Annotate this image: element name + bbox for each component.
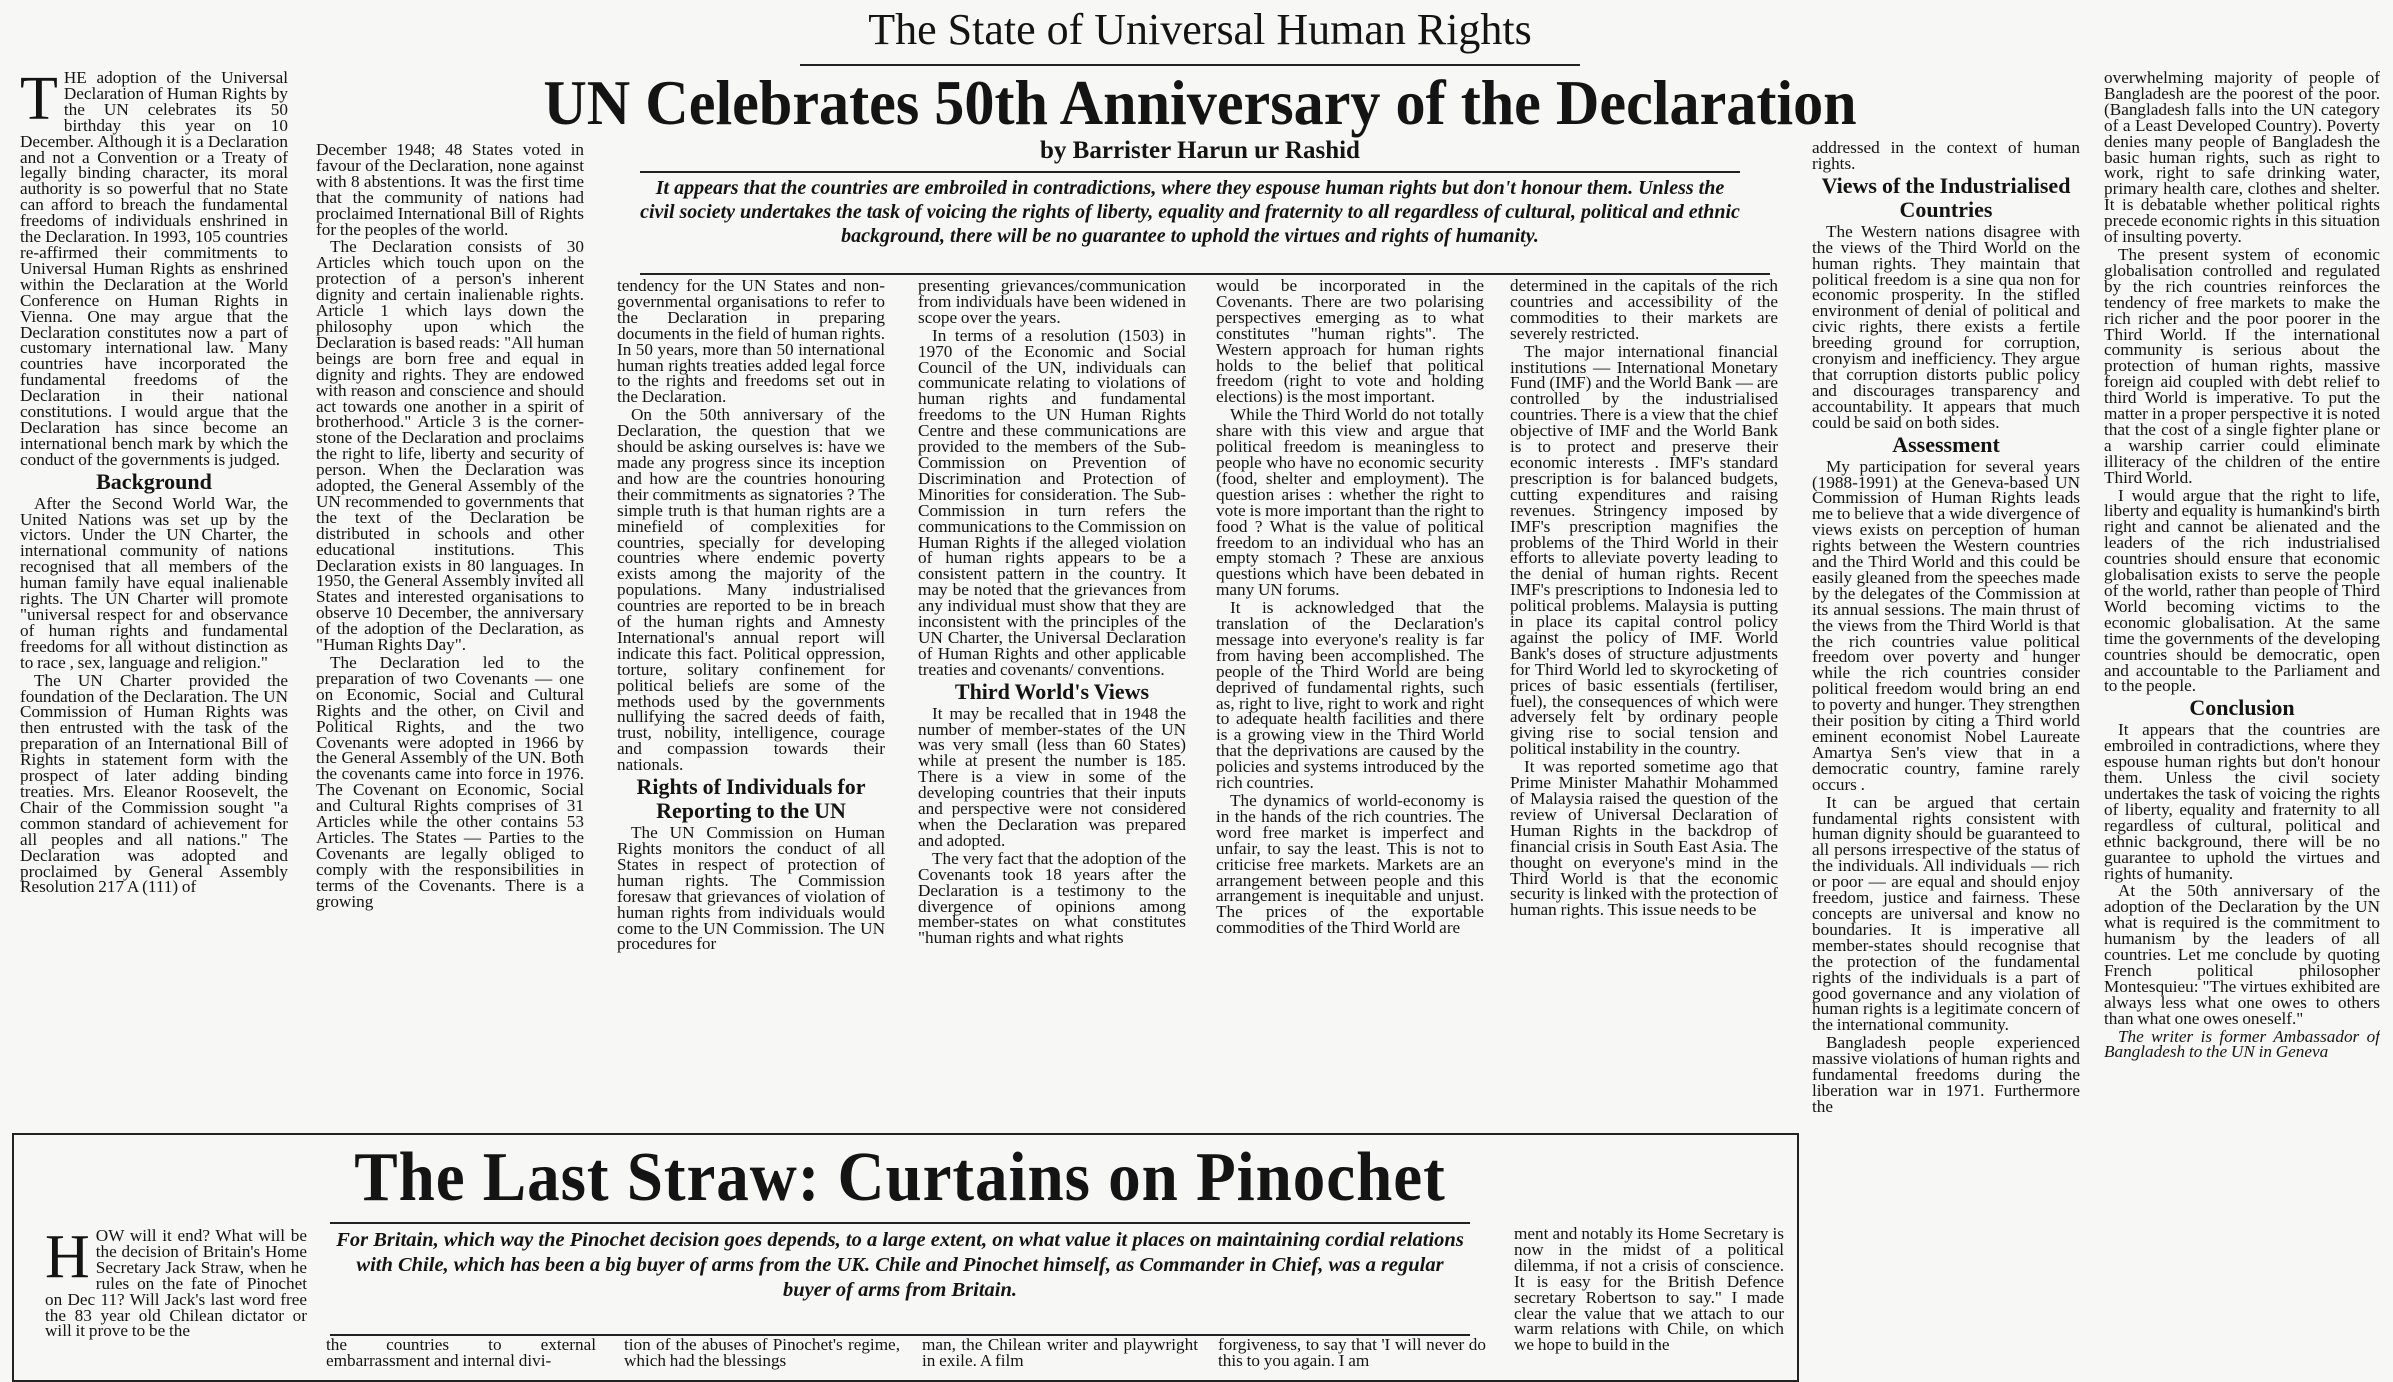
paragraph: would be incorporated in the Covenants. There are two polarising perspectives emerging as to what constitutes "human rights". The Western approach for human rights holds to the belief that political freedom (right to vote and holding elections) is the most important. — [1216, 278, 1484, 407]
author-note: The writer is former Ambassador of Bangladesh to the UN in Geneva — [2104, 1026, 2380, 1062]
section-title: The State of Universal Human Rights — [868, 5, 1532, 54]
standfirst-top-rule — [640, 171, 1740, 173]
paragraph: addressed in the context of human rights. — [1812, 140, 2080, 173]
drop-cap: T — [20, 70, 58, 133]
paragraph: The major international financial institutions — International Monetary Fund (IMF) and the World Bank — are controlled by the industrialised countries. There is a view that the chief objective of IMF and the World Bank is to protect and preserve their economic interests . IMF's standard prescription is for balanced budgets, cutting expenditures and raising revenues. Stringency imposed by IMF's prescription magnifies the problems of the Third World in their efforts to alleviate poverty leading to the denial of human rights. Recent IMF's prescriptions to Indonesia led to political problems. Malaysia is putting in place its capital control policy against the policy of IMF. World Bank's doses of structure adjustments for Third World led to skyrocketing of prices of basic essentials (fertiliser, fuel), the consequences of which were adversely felt by ordinary people giving rise to social tension and political instability in the country. — [1510, 341, 1778, 759]
paragraph: At the 50th anniversary of the adoption of the Declaration by the UN what is required is the commitment to humanism by the leaders of all countries. Let me conclude by quoting French political philosopher Montesquieu: "The virtues exhibited are always less what one owes to others than what one owes oneself." — [2104, 881, 2380, 1028]
article-column-4 — [918, 278, 1186, 1128]
pinochet-column-3 — [624, 1337, 900, 1372]
pinochet-column-4 — [922, 1337, 1198, 1372]
standfirst-bottom-rule — [640, 273, 1770, 275]
paragraph: the countries to external embarrassment and internal divi- — [326, 1337, 596, 1370]
paragraph: forgiveness, to say that 'I will never do this to you again. I am — [1218, 1337, 1486, 1370]
article-column-6 — [1510, 278, 1778, 1128]
paragraph: It is acknowledged that the translation of the Declaration's message into everyone's reality is far from having been accomplished. The people of the Third World are being deprived of fundamental rights, such as, right to live, right to work and right to adequate health facilities and there is a growing view in the Third World that the deprivations are caused by the policies and systems introduced by the rich countries. — [1216, 598, 1484, 793]
byline: by Barrister Harun ur Rashid — [1040, 137, 1360, 164]
paragraph: While the Third World do not totally share with this view and argue that political freedom is meaningless to people who have no economic security (food, shelter and employment). The question arises : whether the right to vote is more important than the right to food ? What is the value of political freedom to an individual who has an empty stomach ? These are anxious questions which have been debated in many UN forums. — [1216, 405, 1484, 600]
paragraph: In terms of a resolution (1503) in 1970 of the Economic and Social Council of the UN, individuals can communicate relating to violations of human rights and fundamental freedoms to the UN Human Rights Centre and these communications are provided to the members of the Sub-Commission on Prevention of Discrimination and Protection of Minorities for consideration. The Sub-Commission in turn refers the communications to the Commission on Human Rights if the alleged violation of human rights appears to be a consistent pattern in the country. It may be noted that the grievances from any individual must show that they are inconsistent with the principles of the UN Charter, the Universal Declaration of Human Rights and other applicable treaties and covenants/ conventions. — [918, 325, 1186, 679]
drop-cap: H — [45, 1228, 90, 1291]
article-column-1 — [20, 70, 288, 1128]
paragraph: I would argue that the right to life, liberty and equality is humankind's birth right and cannot be alienated and the leaders of the rich industrialised countries should ensure that economic globalisation exists to serve the people of the world, rather than people of Third World becoming victims to the economic globalisation. At the same time the governments of the developing countries should be democratic, open and accountable to the Parliament and to the people. — [2104, 485, 2380, 696]
pinochet-standfirst: For Britain, which way the Pinochet decision goes depends, to a large extent, on what value it places on maintaining cordial relations with Chile, which has been a big buyer of arms from the UK. Chile and Pinochet himself, as Commander in Chief, was a regular buyer of arms from Britain. — [336, 1229, 1464, 1301]
paragraph: The dynamics of world-economy is in the hands of the rich countries. The word free market is imperfect and unfair, to say the least. This is not to criticise free markets. Markets are an arrangement between people and this arrangement is inequitable and unjust. The prices of the exportable commodities of the Third World are — [1216, 791, 1484, 938]
article-column-2 — [316, 142, 584, 1128]
paragraph: It may be recalled that in 1948 the number of member-states of the UN was very small (less than 60 States) while at present the number is 185. There is a view in some of the developing countries that their inputs and perspective were not considered when the Declaration was prepared and adopted. — [918, 703, 1186, 850]
paragraph-text: HE adoption of the Universal Declaration of Human Rights by the UN celebrates its 50 birthday this year on 10 December. Although it is a Declaration and not a Convention or a Treaty of legally binding character, its moral authority is so powerful that no State can afford to breach the fundamental freedoms of individuals enshrined in the Declaration. In 1993, 105 countries re-affirmed their commitments to Universal Human Rights as enshrined within the Declaration at the World Conference on Human Rights in Vienna. One may argue that the Declaration constitutes now a part of customary international law. Many countries have incorporated the fundamental freedoms of the Declaration in their national constitutions. I would argue that the Declaration has since become an international bench mark by which the conduct of the governments is judged. — [20, 70, 288, 469]
subheading-assessment: Assessment — [1892, 431, 2000, 457]
subheading-rights: Rights of Individuals for Reporting to the UN — [636, 774, 866, 824]
paragraph: The UN Charter provided the foundation of the Declaration. The UN Commission of Human Rights was then entrusted with the task of the preparation of an International Bill of Rights in statement form with the prospect of later adding binding treaties. Mrs. Eleanor Roosevelt, the Chair of the Commission sought "a common standard of achievement for all peoples and all nations." The Declaration was adopted and proclaimed by General Assembly Resolution 217 A (111) of — [20, 670, 288, 897]
paragraph: The Declaration led to the preparation of two Covenants — one on Economic, Social and Cultural Rights and the other, on Civil and Political Rights, and the two Covenants were adopted in 1966 by the General Assembly of the UN. Both the covenants came into force in 1976. The Covenant on Economic, Social and Cultural Rights comprises of 31 Articles while the other contains 53 Articles. The States — Parties to the Covenants are legally obliged to comply with the responsibilities in terms of the Covenants. There is a growing — [316, 653, 584, 911]
pinochet-column-1 — [45, 1228, 307, 1372]
pinochet-column-5 — [1218, 1337, 1486, 1372]
paragraph: It can be argued that certain fundamental rights consistent with human dignity should be guaranteed to all persons irrespective of the status of the individuals. All individuals — rich or poor — are equal and should enjoy freedom, justice and fairness. These concepts are universal and know no boundaries. It is imperative all member-states should recognise that the protection of the fundamental rights of the individuals is a part of good governance and any violation of human rights is a legitimate concern of the international community. — [1812, 792, 2080, 1035]
paragraph: man, the Chilean writer and playwright in exile. A film — [922, 1337, 1198, 1370]
paragraph — [20, 70, 288, 468]
paragraph: tendency for the UN States and non-governmental organisations to refer to the Declaration in preparing documents in the field of human rights. In 50 years, more than 50 international human rights treaties added legal force to the rights and freedoms set out in the Declaration. — [617, 278, 885, 407]
pinochet-column-2 — [326, 1337, 596, 1372]
article-column-7 — [1812, 140, 2080, 1370]
paragraph: The UN Commission on Human Rights monitors the conduct of all States in respect of protection of human rights. The Commission foresaw that grievances of violation of human rights from individuals would come to the UN Commission. The UN procedures for — [617, 823, 885, 954]
paragraph: The Declaration consists of 30 Articles which touch upon on the protection of a person's inherent dignity and certain inalienable rights. Article 1 which lays down the philosophy upon which the Declaration is based reads: "All human beings are born free and equal in dignity and rights. They are endowed with reason and conscience and should act towards one another in a spirit of brotherhood." Article 3 is the corner-stone of the Declaration and proclaims the right to life, liberty and security of person. When the Declaration was adopted, the General Assembly of the UN recommended to governments that the text of the Declaration be distributed in schools and other educational institutions. This Declaration exists in 80 languages. In 1950, the General Assembly invited all States and interested organisations to observe 10 December, the anniversary of the adoption of the Declaration, as "Human Rights Day". — [316, 237, 584, 655]
paragraph: Bangladesh people experienced massive violations of human rights and fundamental freedoms during the liberation war in 1971. Furthermore the — [1812, 1033, 2080, 1116]
paragraph: ment and notably its Home Secretary is now in the midst of a political dilemma, if not a crisis of conscience. It is easy for the British Defence secretary Robertson to say." I made clear the value that we attach to our warm relations with Chile, on which we hope to build in the — [1514, 1226, 1784, 1355]
paragraph: December 1948; 48 States voted in favour of the Declaration, none against with 8 abstentions. It was the first time that the community of nations had proclaimed International Bill of Rights for the peoples of the world. — [316, 142, 584, 239]
article-column-8 — [2104, 70, 2380, 1370]
paragraph: On the 50th anniversary of the Declaration, the question that we should be asking ourselves is: have we made any progress since its inception and how are the countries honouring their commitments as signatories ? The simple truth is that human rights are a minefield of complexities for countries, specially for developing countries where endemic poverty exists among the majority of the populations. Many industrialised countries are reported to be in breach of the human rights and Amnesty International's annual report will indicate this fact. Political oppression, torture, solitary confinement for political beliefs are some of the methods used by the governments nullifying the sacred deeds of faith, trust, nobility, intelligence, courage and compassion towards their nationals. — [617, 405, 885, 775]
pinochet-rule-bottom — [330, 1334, 1470, 1336]
paragraph: presenting grievances/communication from individuals have been widened in scope over the years. — [918, 278, 1186, 327]
paragraph: The present system of economic globalisation controlled and regulated by the rich countries reinforces the tendency of free markets to make the rich richer and the poor poorer in the Third World. If the international community is serious about the protection of human rights, massive foreign aid coupled with debt relief to third World is imperative. To put the matter in a proper perspective it is noted that the cost of a single fighter plane or a warship carrier could eliminate illiteracy of the children of the entire Third World. — [2104, 244, 2380, 487]
paragraph: It was reported sometime ago that Prime Minister Mahathir Mohammed of Malaysia raised the question of the review of Universal Declaration of Human Rights in the backdrop of financial crisis in South East Asia. The thought on everyone's mind in the Third World is that the economic security is linked with the protection of human rights. This issue needs to be — [1510, 757, 1778, 920]
paragraph-text: OW will it end? What will be the decision of Britain's Home Secretary Jack Straw, when he rules on the fate of Pinochet on Dec 11? Will Jack's last word free the 83 year old Chilean dictator or will it prove to be the — [45, 1228, 307, 1341]
paragraph: My participation for several years (1988-1991) at the Geneva-based UN Commission of Human Rights leads me to believe that a wide divergence of views exists on perception of human rights between the Western countries and the Third World and this could be easily gleaned from the speeches made by the delegates of the Commission at its annual sessions. The main thrust of the views from the Third World is that the rich countries value political freedom over poverty and hunger while the rich countries consider political freedom would bring an end to poverty and hunger. They strengthen their position by citing a Third world eminent economist Nobel Laureate Amartya Sen's view that in a democratic country, famine rarely occurs . — [1812, 456, 2080, 794]
paragraph — [45, 1228, 307, 1339]
paragraph: After the Second World War, the United Nations was set up by the victors. Under the UN Charter, the international community of nations recognised that all members of the human family have equal inalienable rights. The UN Charter will promote "universal respect for and observance of human rights and fundamental freedoms for all without distinction as to race , sex, language and religion." — [20, 493, 288, 672]
article-standfirst: It appears that the countries are embroiled in contradictions, where they espouse human rights but don't honour them. Unless the civil society undertakes the task of voicing the rights of liberty, equality and fraternity to all regardless of cultural, political and ethnic background, there will be no guarantee to uphold the virtues and rights of humanity. — [640, 177, 1740, 247]
paragraph: It appears that the countries are embroiled in contradictions, where they espouse human rights but don't honour them. Unless the civil society undertakes the task of voicing the rights of liberty, equality and fraternity to all regardless of cultural, political and ethnic background, there will be no guarantee to uphold the virtues and rights of humanity. — [2104, 720, 2380, 883]
pinochet-headline: The Last Straw: Curtains on Pinochet — [354, 1139, 1446, 1216]
paragraph: The Western nations disagree with the views of the Third World on the human rights. They maintain that political freedom is a sine qua non for economic prosperity. In the stifled environment of denial of political and civic rights, there exists a fertile breeding ground for corruption, cronyism and inefficiency. They argue that corruption distorts public policy and discourages transparency and accountability. It appears that much could be said on both sides. — [1812, 221, 2080, 432]
pinochet-rule-top — [330, 1222, 1470, 1224]
paragraph: The very fact that the adoption of the Covenants took 18 years after the Declaration is a testimony to the divergence of opinions among member-states on what constitutes "human rights and what rights — [918, 848, 1186, 948]
article-column-5 — [1216, 278, 1484, 1128]
pinochet-column-6 — [1514, 1226, 1784, 1372]
paragraph: overwhelming majority of people of Bangladesh are the poorest of the poor. (Bangladesh falls into the UN category of a Least Developed Country). Poverty denies many people of Bangladesh the basic human rights, such as right to work, right to safe drinking water, primary health care, clothes and shelter. It is debatable whether political rights precede economic rights in this situation of insulting poverty. — [2104, 70, 2380, 247]
article-column-3 — [617, 278, 885, 1128]
subheading-background: Background — [96, 468, 212, 494]
subheading-views: Views of the Industrialised Countries — [1821, 172, 2071, 222]
paragraph: tion of the abuses of Pinochet's regime, which had the blessings — [624, 1337, 900, 1370]
paragraph: determined in the capitals of the rich countries and accessibility of the commodities to their markets are severely restricted. — [1510, 278, 1778, 343]
subheading-conclusion: Conclusion — [2189, 695, 2295, 721]
article-headline: UN Celebrates 50th Anniversary of the Declaration — [543, 67, 1857, 138]
subheading-third-world: Third World's Views — [954, 678, 1150, 704]
